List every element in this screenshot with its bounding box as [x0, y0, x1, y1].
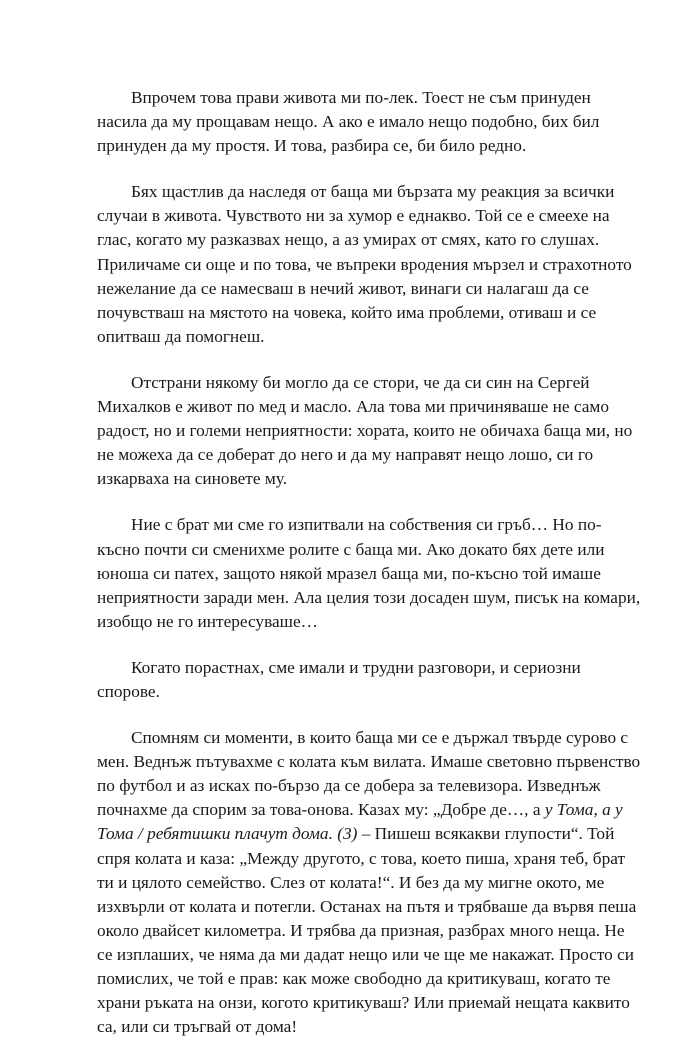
- text-line: Приличаме си още и по това, че въпреки вродения мързел и страхотното: [97, 254, 632, 274]
- text-line: неприятности заради мен. Ала целия този досаден шум, писък на комари,: [97, 587, 641, 607]
- text-line: Отстрани някому би могло да се стори, че да си син на Сергей: [131, 372, 590, 392]
- text-line: Впрочем това прави живота ми по-лек. Тоест не съм принуден: [131, 88, 591, 107]
- text-line: опитваш да помогнеш.: [97, 326, 265, 346]
- paragraph-3: [97, 371, 645, 491]
- text-line: помислих, че той е прав: как може свободно да критикуваш, когато те: [97, 969, 611, 988]
- text-line: храни ръката на онзи, когото критикуваш? Или приемай нещата каквито: [97, 993, 630, 1013]
- text-line: принуден да му простя. И това, разбира се, би било редно.: [97, 136, 527, 156]
- text-line: Михалков е живот по мед и масло. Ала това ми причиняваше не само: [97, 397, 609, 417]
- text-line: по футбол и аз исках по-бързо да се добера за телевизора. Изведнъж: [97, 776, 601, 796]
- text-run: – Пишеш всякакви глупости“. Той: [357, 824, 615, 844]
- italic-quote: Тома / ребятишки плачут дома. (3): [97, 824, 358, 844]
- text-line: нежелание да се намесваш в нечий живот, винаги си налагаш да се: [97, 278, 589, 298]
- italic-quote: у Тома, а у: [544, 800, 623, 820]
- text-line: случаи в живота. Чувството ни за хумор е еднакво. Той се е смеехе на: [97, 206, 610, 226]
- text-line: не можеха да се доберат до него и да му направят нещо лошо, си го: [97, 445, 594, 465]
- text-run: почнахме да спорим за това-онова. Казах му: „Добре де…, а: [97, 800, 545, 820]
- text-line: Бях щастлив да наследя от баща ми бързата му реакция за всички: [131, 182, 615, 202]
- text-line: се изплаших, че няма да ми дадат нещо или че ще ме накажат. Просто си: [97, 944, 635, 964]
- paragraph-5: [97, 656, 645, 704]
- text-line: изкарваха на синовете му.: [97, 469, 288, 489]
- paragraph-1: [97, 86, 645, 158]
- text-line: [97, 798, 645, 822]
- text-line: около двайсет километра. И трябва да призная, разбрах много неща. Не: [97, 920, 625, 940]
- text-line: [97, 822, 645, 846]
- document-page: [97, 86, 645, 1061]
- text-line: Спомням си моменти, в които баща ми се е държал твърде сурово с: [131, 728, 629, 748]
- text-line: радост, но и големи неприятности: хората, които не обичаха баща ми, но: [97, 421, 633, 441]
- paragraph-2: [97, 180, 645, 349]
- text-line: ти и цялото семейство. Слез от колата!“. И без да му мигне окото, ме: [97, 872, 605, 892]
- text-line: спря колата и каза: „Между другото, с това, което пиша, храня теб, брат: [97, 848, 626, 868]
- text-line: насила да му прощавам нещо. А ако е имало нещо подобно, бих бил: [97, 112, 600, 132]
- text-line: спорове.: [97, 681, 160, 701]
- text-line: изобщо не го интересуваше…: [97, 611, 318, 631]
- text-line: са, или си тръгвай от дома!: [97, 1017, 298, 1037]
- paragraph-6: [97, 726, 645, 1039]
- text-line: изхвърли от колата и потегли. Останах на пътя и трябваше да вървя пеша: [97, 896, 637, 916]
- text-line: мен. Веднъж пътувахме с колата към вилата. Имаше световно първенство: [97, 752, 641, 772]
- text-line: Когато порастнах, сме имали и трудни разговори, и сериозни: [131, 657, 581, 677]
- paragraph-4: [97, 513, 645, 633]
- text-line: късно почти си сменихме ролите с баща ми. Ако докато бях дете или: [97, 539, 605, 559]
- text-line: юноша си патех, защото някой мразел баща ми, по-късно той имаше: [97, 563, 601, 583]
- text-line: Ние с брат ми сме го изпитвали на собствения си гръб… Но по-: [131, 515, 602, 535]
- text-line: глас, когато му разказвах нещо, а аз умирах от смях, като го слушах.: [97, 230, 600, 250]
- text-line: почувстваш на мястото на човека, който има проблеми, отиваш и се: [97, 302, 597, 322]
